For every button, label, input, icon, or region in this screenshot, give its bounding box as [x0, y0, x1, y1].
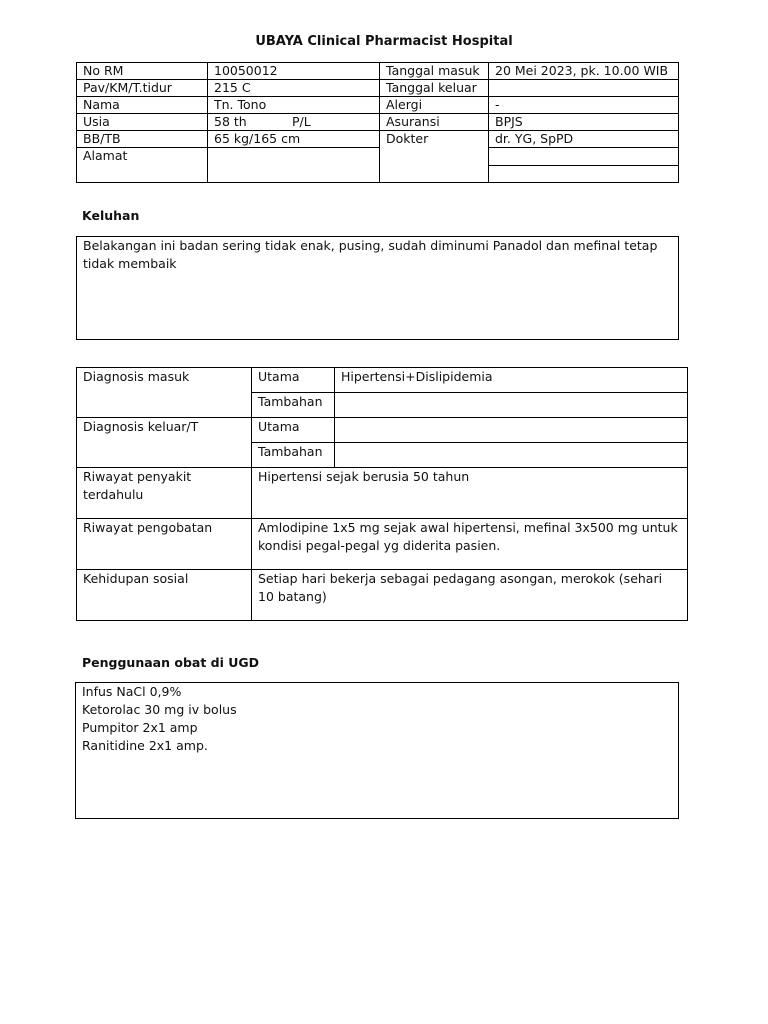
table-row [77, 519, 688, 570]
diagnosis-table [76, 367, 688, 621]
complaint-box [76, 236, 679, 340]
er-medication-item: Ranitidine 2x1 amp. [82, 738, 208, 753]
age-value: 58 th [214, 114, 247, 129]
discharge-date-label: Tanggal keluar [380, 80, 489, 97]
allergy-label: Alergi [380, 97, 489, 114]
room-value: 215 C [208, 80, 380, 97]
history-value: Hipertensi sejak berusia 50 tahun [252, 468, 688, 519]
er-medication-heading: Penggunaan obat di UGD [82, 655, 260, 670]
insurance-value: BPJS [489, 114, 679, 131]
document-title: UBAYA Clinical Pharmacist Hospital [255, 34, 513, 49]
discharge-date-value [489, 80, 679, 97]
history-label: Riwayat penyakit terdahulu [77, 468, 252, 519]
weight-height-label: BB/TB [77, 131, 208, 148]
er-medication-box [75, 682, 679, 819]
table-row [77, 148, 679, 166]
doctor-label: Dokter [380, 131, 489, 183]
age-label: Usia [77, 114, 208, 131]
weight-height-value: 65 kg/165 cm [208, 131, 380, 148]
social-label: Kehidupan sosial [77, 570, 252, 621]
no-rm-label: No RM [77, 63, 208, 80]
admit-primary-label: Utama [252, 368, 335, 393]
admit-diagnosis-label: Diagnosis masuk [77, 368, 252, 418]
table-row [77, 368, 688, 393]
name-label: Nama [77, 97, 208, 114]
admit-date-label: Tanggal masuk [380, 63, 489, 80]
table-row [77, 97, 679, 114]
room-label: Pav/KM/T.tidur [77, 80, 208, 97]
table-row [77, 63, 679, 80]
er-medication-item: Infus NaCl 0,9% [82, 684, 182, 699]
table-row [77, 468, 688, 519]
patient-info-table [76, 62, 679, 183]
sex-value: P/L [292, 114, 311, 129]
complaint-text: Belakangan ini badan sering tidak enak, pusing, sudah diminumi Panadol dan mefinal tetap tidak membaik [83, 238, 658, 271]
discharge-diagnosis-label: Diagnosis keluar/T [77, 418, 252, 468]
discharge-secondary-value [335, 443, 688, 468]
allergy-value: - [489, 97, 679, 114]
table-row [77, 80, 679, 97]
admit-secondary-label: Tambahan [252, 393, 335, 418]
address-value [208, 148, 380, 183]
table-row [77, 570, 688, 621]
table-row [77, 114, 679, 131]
discharge-primary-label: Utama [252, 418, 335, 443]
insurance-label: Asuransi [380, 114, 489, 131]
medication-history-value: Amlodipine 1x5 mg sejak awal hipertensi, mefinal 3x500 mg untuk kondisi pegal-pegal yg diderita pasien. [252, 519, 688, 570]
complaint-heading: Keluhan [82, 208, 140, 223]
address-label: Alamat [77, 148, 208, 183]
doctor-extra-2 [489, 165, 679, 183]
admit-date-value: 20 Mei 2023, pk. 10.00 WIB [489, 63, 679, 80]
admit-secondary-value [335, 393, 688, 418]
er-medication-item: Ketorolac 30 mg iv bolus [82, 702, 237, 717]
discharge-secondary-label: Tambahan [252, 443, 335, 468]
table-row [77, 131, 679, 148]
age-sex-cell [208, 114, 380, 131]
doctor-extra-1 [489, 148, 679, 166]
discharge-primary-value [335, 418, 688, 443]
name-value: Tn. Tono [208, 97, 380, 114]
social-value: Setiap hari bekerja sebagai pedagang asongan, merokok (sehari 10 batang) [252, 570, 688, 621]
table-row [77, 418, 688, 443]
doctor-value: dr. YG, SpPD [489, 131, 679, 148]
admit-primary-value: Hipertensi+Dislipidemia [335, 368, 688, 393]
medication-history-label: Riwayat pengobatan [77, 519, 252, 570]
no-rm-value: 10050012 [208, 63, 380, 80]
er-medication-item: Pumpitor 2x1 amp [82, 720, 198, 735]
